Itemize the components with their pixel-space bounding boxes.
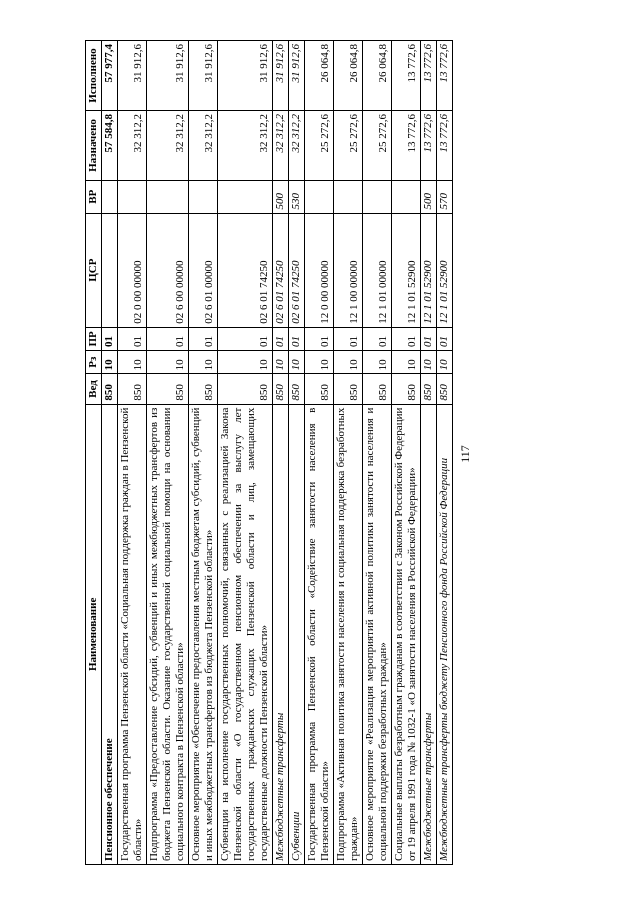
cell-csr: 12 1 01 52900 [421, 213, 437, 327]
cell-assigned: 25 272,6 [363, 111, 392, 181]
cell-csr: 12 1 01 52900 [437, 213, 453, 327]
table-row [334, 41, 363, 865]
cell-name: Субвенции [289, 404, 305, 864]
cell-vr [189, 180, 218, 213]
cell-vr [392, 180, 421, 213]
cell-csr: 02 0 00 00000 [118, 213, 147, 327]
cell-executed: 31 912,6 [147, 41, 189, 111]
cell-ved: 850 [147, 374, 189, 404]
cell-vr [102, 180, 118, 213]
cell-rz: 10 [102, 351, 118, 374]
cell-name: Государственная программа Пензенской области «Социальная поддержка граждан в Пензенской области» [118, 404, 147, 864]
cell-vr: 500 [421, 180, 437, 213]
cell-name: Основное мероприятие «Обеспечение предоставления местным бюджетам субсидий, субвенций и иных межбюджетных трансфертов из бюджета Пензенской области» [189, 404, 218, 864]
cell-pr: 01 [218, 327, 273, 350]
cell-name: Пенсионное обеспечение [102, 404, 118, 864]
cell-csr: 02 6 01 74250 [218, 213, 273, 327]
table-header-row [86, 41, 102, 865]
table-row [147, 41, 189, 865]
cell-vr [218, 180, 273, 213]
cell-vr: 530 [289, 180, 305, 213]
cell-assigned: 25 272,6 [334, 111, 363, 181]
cell-assigned: 13 772,6 [437, 111, 453, 181]
cell-vr [147, 180, 189, 213]
cell-csr: 12 1 00 00000 [334, 213, 363, 327]
cell-name: Государственная программа Пензенской области «Содействие занятости населения в Пензенской области» [305, 404, 334, 864]
cell-vr [305, 180, 334, 213]
header-assigned: Назначено [86, 111, 102, 181]
cell-rz: 10 [289, 351, 305, 374]
cell-vr [334, 180, 363, 213]
cell-name: Основное мероприятие «Реализация мероприятий активной политики занятости населения и социальной поддержки безработных граждан» [363, 404, 392, 864]
cell-vr [118, 180, 147, 213]
cell-ved: 850 [273, 374, 289, 404]
cell-rz: 10 [363, 351, 392, 374]
cell-csr: 12 0 00 00000 [305, 213, 334, 327]
cell-rz: 10 [334, 351, 363, 374]
cell-csr: 02 6 01 74250 [289, 213, 305, 327]
cell-rz: 10 [118, 351, 147, 374]
cell-assigned: 32 312,2 [118, 111, 147, 181]
cell-name: Подпрограмма «Предоставление субсидий, субвенций и иных межбюджетных трансфертов из бюджета Пензенской области. Оказание государственной социальной помощи на основании социального контракта в Пензенской области» [147, 404, 189, 864]
cell-executed: 57 977,4 [102, 41, 118, 111]
cell-name: Межбюджетные трансферты бюджету Пенсионного фонда Российской Федерации [437, 404, 453, 864]
cell-executed: 26 064,8 [363, 41, 392, 111]
cell-pr: 01 [421, 327, 437, 350]
cell-executed: 26 064,8 [305, 41, 334, 111]
cell-vr [363, 180, 392, 213]
cell-pr: 01 [437, 327, 453, 350]
cell-vr: 500 [273, 180, 289, 213]
table-row [102, 41, 118, 865]
cell-rz: 10 [273, 351, 289, 374]
cell-pr: 01 [363, 327, 392, 350]
cell-ved: 850 [334, 374, 363, 404]
cell-rz: 10 [189, 351, 218, 374]
cell-csr: 02 6 00 00000 [147, 213, 189, 327]
cell-executed: 31 912,6 [118, 41, 147, 111]
header-pr: ПР [86, 327, 102, 350]
cell-ved: 850 [118, 374, 147, 404]
cell-pr: 01 [392, 327, 421, 350]
cell-ved: 850 [218, 374, 273, 404]
budget-table [85, 40, 453, 865]
cell-pr: 01 [305, 327, 334, 350]
cell-vr: 570 [437, 180, 453, 213]
cell-name: Социальные выплаты безработным гражданам в соответствии с Законом Российской Федерации от 19 апреля 1991 года № 1032-1 «О занятости населения в Российской Федерации» [392, 404, 421, 864]
cell-rz: 10 [437, 351, 453, 374]
cell-assigned: 32 312,2 [273, 111, 289, 181]
header-rz: Рз [86, 351, 102, 374]
cell-assigned: 13 772,6 [421, 111, 437, 181]
table-row [189, 41, 218, 865]
cell-assigned: 25 272,6 [305, 111, 334, 181]
cell-csr: 02 6 01 00000 [189, 213, 218, 327]
cell-csr [102, 213, 118, 327]
table-row [437, 41, 453, 865]
cell-ved: 850 [421, 374, 437, 404]
table-row [392, 41, 421, 865]
cell-assigned: 32 312,2 [218, 111, 273, 181]
cell-ved: 850 [189, 374, 218, 404]
cell-name: Субвенции на исполнение государственных полномочий, связанных с реализацией Закона Пензенской области «О государственном пенсионном обеспечении за выслугу лет государственных гражданских служащих Пензенской области и лиц, замещающих государственные должности Пензенской области» [218, 404, 273, 864]
cell-executed: 31 912,6 [289, 41, 305, 111]
cell-pr: 01 [273, 327, 289, 350]
cell-ved: 850 [392, 374, 421, 404]
table-body [102, 41, 453, 865]
cell-ved: 850 [363, 374, 392, 404]
table-row [305, 41, 334, 865]
cell-assigned: 57 584,8 [102, 111, 118, 181]
cell-name: Подпрограмма «Активная политика занятости населения и социальная поддержка безработных граждан» [334, 404, 363, 864]
cell-executed: 13 772,6 [437, 41, 453, 111]
table-row [218, 41, 273, 865]
table-row [363, 41, 392, 865]
cell-ved: 850 [102, 374, 118, 404]
cell-executed: 31 912,6 [189, 41, 218, 111]
cell-pr: 01 [289, 327, 305, 350]
cell-assigned: 13 772,6 [392, 111, 421, 181]
cell-pr: 01 [118, 327, 147, 350]
header-vr: ВР [86, 180, 102, 213]
table-row [289, 41, 305, 865]
cell-csr: 12 1 01 00000 [363, 213, 392, 327]
cell-pr: 01 [147, 327, 189, 350]
cell-name: Межбюджетные трансферты [421, 404, 437, 864]
table-row [273, 41, 289, 865]
cell-assigned: 32 312,2 [147, 111, 189, 181]
cell-pr: 01 [334, 327, 363, 350]
cell-ved: 850 [305, 374, 334, 404]
budget-table-container [85, 40, 535, 865]
cell-ved: 850 [437, 374, 453, 404]
header-executed: Исполнено [86, 41, 102, 111]
cell-executed: 13 772,6 [421, 41, 437, 111]
cell-assigned: 32 312,2 [189, 111, 218, 181]
cell-csr: 12 1 01 52900 [392, 213, 421, 327]
header-csr: ЦСР [86, 213, 102, 327]
cell-executed: 13 772,6 [392, 41, 421, 111]
cell-rz: 10 [218, 351, 273, 374]
table-row [118, 41, 147, 865]
cell-executed: 26 064,8 [334, 41, 363, 111]
cell-rz: 10 [392, 351, 421, 374]
header-name: Наименование [86, 404, 102, 864]
page-number-text: 117 [458, 445, 472, 463]
cell-executed: 31 912,6 [218, 41, 273, 111]
cell-rz: 10 [147, 351, 189, 374]
cell-rz: 10 [421, 351, 437, 374]
cell-assigned: 32 312,2 [289, 111, 305, 181]
cell-rz: 10 [305, 351, 334, 374]
cell-ved: 850 [289, 374, 305, 404]
cell-executed: 31 912,6 [273, 41, 289, 111]
cell-name: Межбюджетные трансферты [273, 404, 289, 864]
table-row [421, 41, 437, 865]
cell-csr: 02 6 01 74250 [273, 213, 289, 327]
header-ved: Вед [86, 374, 102, 404]
cell-pr: 01 [189, 327, 218, 350]
cell-pr: 01 [102, 327, 118, 350]
